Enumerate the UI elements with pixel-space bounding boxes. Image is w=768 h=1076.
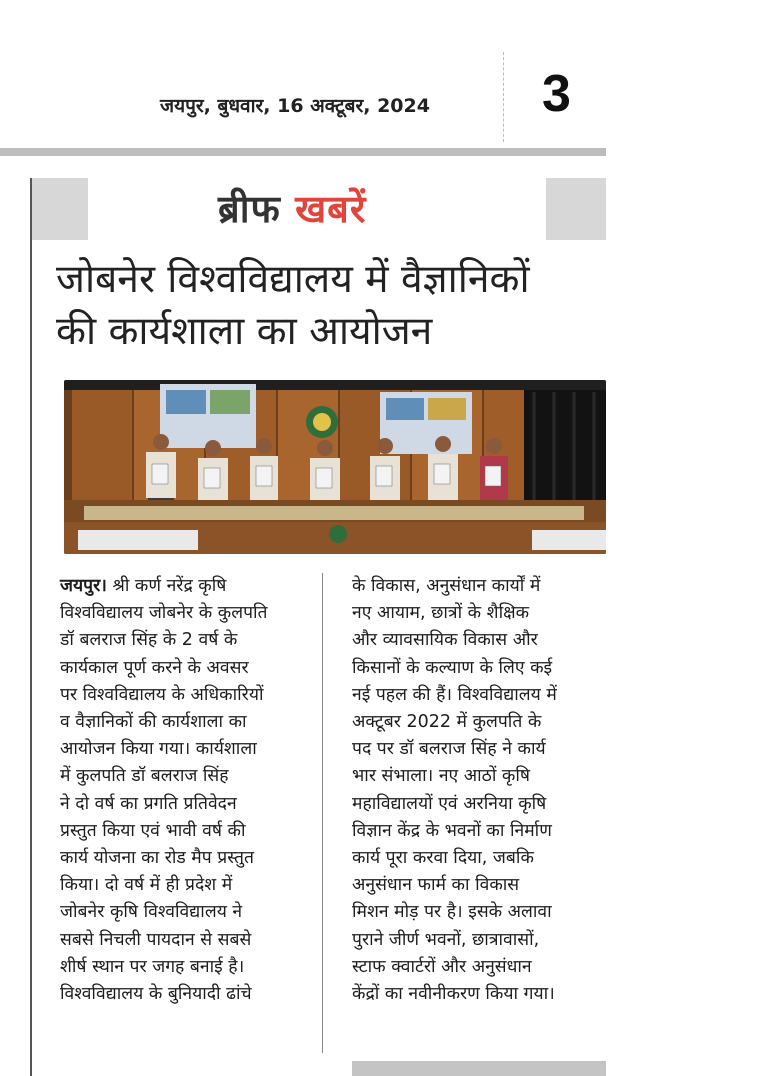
column2-line: स्टाफ क्वार्टरों और अनुसंधान [352, 956, 532, 977]
column2-line: किसानों के कल्याण के लिए कई [352, 657, 553, 678]
article-column-2 [352, 573, 602, 1008]
column-bottom-rule [352, 1061, 606, 1076]
column1-line: विश्वविद्यालय जोबनेर के कुलपति [60, 603, 268, 624]
page-number: 3 [542, 65, 571, 123]
column2-line: महाविद्यालयों एवं अरनिया कृषि [352, 793, 547, 814]
column2-line: भार संभाला। नए आठों कृषि [352, 766, 531, 787]
column1-line: ने दो वर्ष का प्रगति प्रतिवेदन [60, 793, 237, 814]
column2-line: अनुसंधान फार्म का विकास [352, 875, 520, 896]
column1-line: डॉ बलराज सिंह के 2 वर्ष के [60, 630, 238, 651]
kicker-part1: ब्रीफ [218, 187, 281, 231]
article-headline [56, 254, 596, 358]
header-divider [503, 52, 504, 142]
column2-line: और व्यावसायिक विकास और [352, 630, 538, 651]
column1-line: किया। दो वर्ष में ही प्रदेश में [60, 875, 233, 896]
headline-line2: की कार्यशाला का आयोजन [56, 309, 433, 354]
column2-line: विज्ञान केंद्र के भवनों का निर्माण [352, 820, 552, 841]
column1-line: पर विश्वविद्यालय के अधिकारियों [60, 684, 264, 705]
column2-line: नई पहल की हैं। विश्वविद्यालय में [352, 684, 557, 705]
column2-line: मिशन मोड़ पर है। इसके अलावा [352, 902, 552, 923]
column1-line: सबसे निचली पायदान से सबसे [60, 929, 252, 950]
kicker-band-right [546, 178, 606, 240]
article-left-rule [30, 178, 32, 1076]
column1-line: कार्यकाल पूर्ण करने के अवसर [60, 657, 249, 678]
kicker-part2: खबरें [295, 187, 367, 231]
column1-line: कार्य योजना का रोड मैप प्रस्तुत [60, 848, 254, 869]
news-article [30, 178, 606, 1076]
column1-line: व वैज्ञानिकों की कार्यशाला का [60, 712, 247, 733]
column2-line: पुराने जीर्ण भवनों, छात्रावासों, [352, 929, 540, 950]
column2-line: के विकास, अनुसंधान कार्यों में [352, 576, 541, 596]
column1-line: विश्वविद्यालय के बुनियादी ढांचे [60, 984, 252, 1005]
column2-line: पद पर डॉ बलराज सिंह ने कार्य [352, 739, 546, 760]
header-rule [0, 148, 606, 156]
headline-line1: जोबनेर विश्वविद्यालय में वैज्ञानिकों [56, 257, 530, 302]
event-photo [64, 380, 606, 554]
article-column-1 [60, 573, 316, 1008]
column1-line: आयोजन किया गया। कार्यशाला [60, 739, 257, 760]
column2-line: कार्य पूरा करवा दिया, जबकि [352, 848, 534, 869]
column2-line: केंद्रों का नवीनीकरण किया गया। [352, 984, 555, 1005]
kicker-band-left [32, 178, 88, 240]
column-divider [322, 573, 323, 1053]
column1-line [60, 573, 316, 600]
column1-line: जोबनेर कृषि विश्वविद्यालय ने [60, 902, 243, 923]
column2-line: अक्टूबर 2022 में कुलपति के [352, 712, 542, 733]
column1-line: में कुलपति डॉ बलराज सिंह [60, 766, 229, 787]
column1-line: शीर्ष स्थान पर जगह बनाई है। [60, 956, 245, 977]
column1-first-line: श्री कर्ण नरेंद्र कृषि [106, 576, 227, 596]
dateline: जयपुर, बुधवार, 16 अक्टूबर, 2024 [160, 95, 430, 117]
column2-line: नए आयाम, छात्रों के शैक्षिक [352, 603, 530, 624]
section-kicker [218, 182, 366, 234]
column1-line: प्रस्तुत किया एवं भावी वर्ष की [60, 820, 246, 841]
article-dateline-lead: जयपुर। [60, 576, 107, 596]
